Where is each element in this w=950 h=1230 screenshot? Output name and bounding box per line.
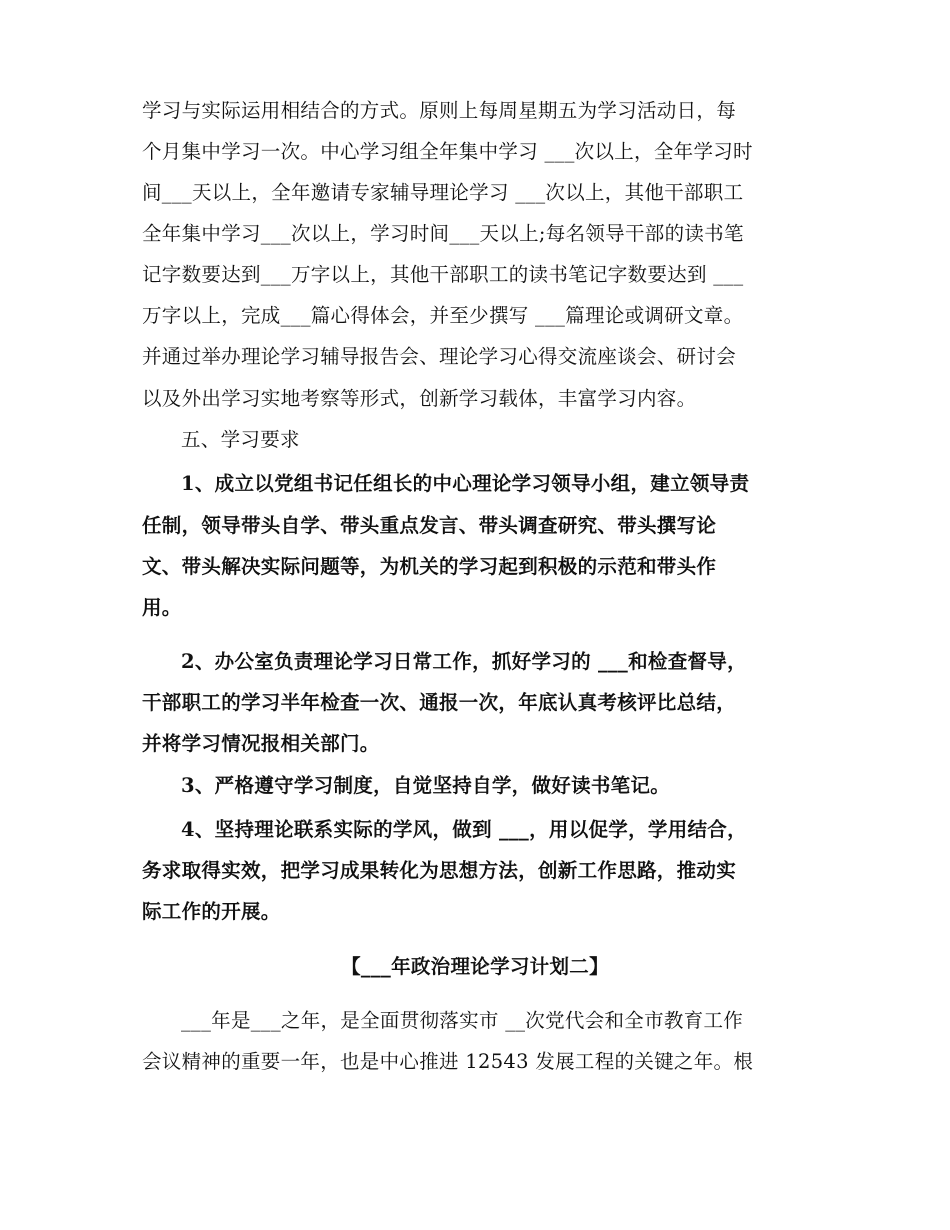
para-intro-line-5: 记字数要达到___万字以上，其他干部职工的读书笔记字数要达到 ___ — [142, 263, 744, 286]
req1-line-4: 用。 — [142, 596, 182, 619]
para-intro-line-1: 学习与实际运用相结合的方式。原则上每周星期五为学习活动日，每 — [142, 99, 737, 122]
req1-line-1: 1、成立以党组书记任组长的中心理论学习领导小组，建立领导责 — [181, 472, 750, 495]
req1-line-3: 文、带头解决实际问题等，为机关的学习起到积极的示范和带头作 — [142, 555, 717, 578]
para-intro-line-4: 全年集中学习___次以上，学习时间___天以上;每名领导干部的读书笔 — [142, 222, 744, 245]
plan-two-intro-line-2: 会议精神的重要一年，也是中心推进 12543 发展工程的关键之年。根 — [142, 1050, 754, 1073]
plan-two-heading: 【___年政治理论学习计划二】 — [341, 955, 609, 978]
req2-line-2: 干部职工的学习半年检查一次、通报一次，年底认真考核评比总结， — [142, 691, 737, 714]
req1-line-2: 任制，领导带头自学、带头重点发言、带头调查研究、带头撰写论 — [142, 514, 717, 537]
section-five-title: 五、学习要求 — [181, 428, 300, 451]
req4-line-3: 际工作的开展。 — [142, 900, 281, 923]
req2-line-3: 并将学习情况报相关部门。 — [142, 732, 380, 755]
req4-line-2: 务求取得实效，把学习成果转化为思想方法，创新工作思路，推动实 — [142, 859, 737, 882]
para-intro-line-7: 并通过举办理论学习辅导报告会、理论学习心得交流座谈会、研讨会 — [142, 345, 737, 368]
plan-two-intro-line-1: ___年是___之年，是全面贯彻落实市 __次党代会和全市教育工作 — [181, 1009, 744, 1032]
req2-line-1: 2、办公室负责理论学习日常工作，抓好学习的 ___和检查督导， — [181, 650, 747, 673]
para-intro-line-8: 以及外出学习实地考察等形式，创新学习载体，丰富学习内容。 — [142, 387, 697, 410]
req4-line-1: 4、坚持理论联系实际的学风，做到 ___，用以促学，学用结合， — [181, 818, 747, 841]
para-intro-line-3: 间___天以上，全年邀请专家辅导理论学习 ___次以上，其他干部职工 — [142, 181, 744, 204]
para-intro-line-2: 个月集中学习一次。中心学习组全年集中学习 ___次以上，全年学习时 — [142, 140, 753, 163]
para-intro-line-6: 万字以上，完成___篇心得体会，并至少撰写 ___篇理论或调研文章。 — [142, 304, 744, 327]
req3-line-1: 3、严格遵守学习制度，自觉坚持自学，做好读书笔记。 — [181, 774, 671, 797]
